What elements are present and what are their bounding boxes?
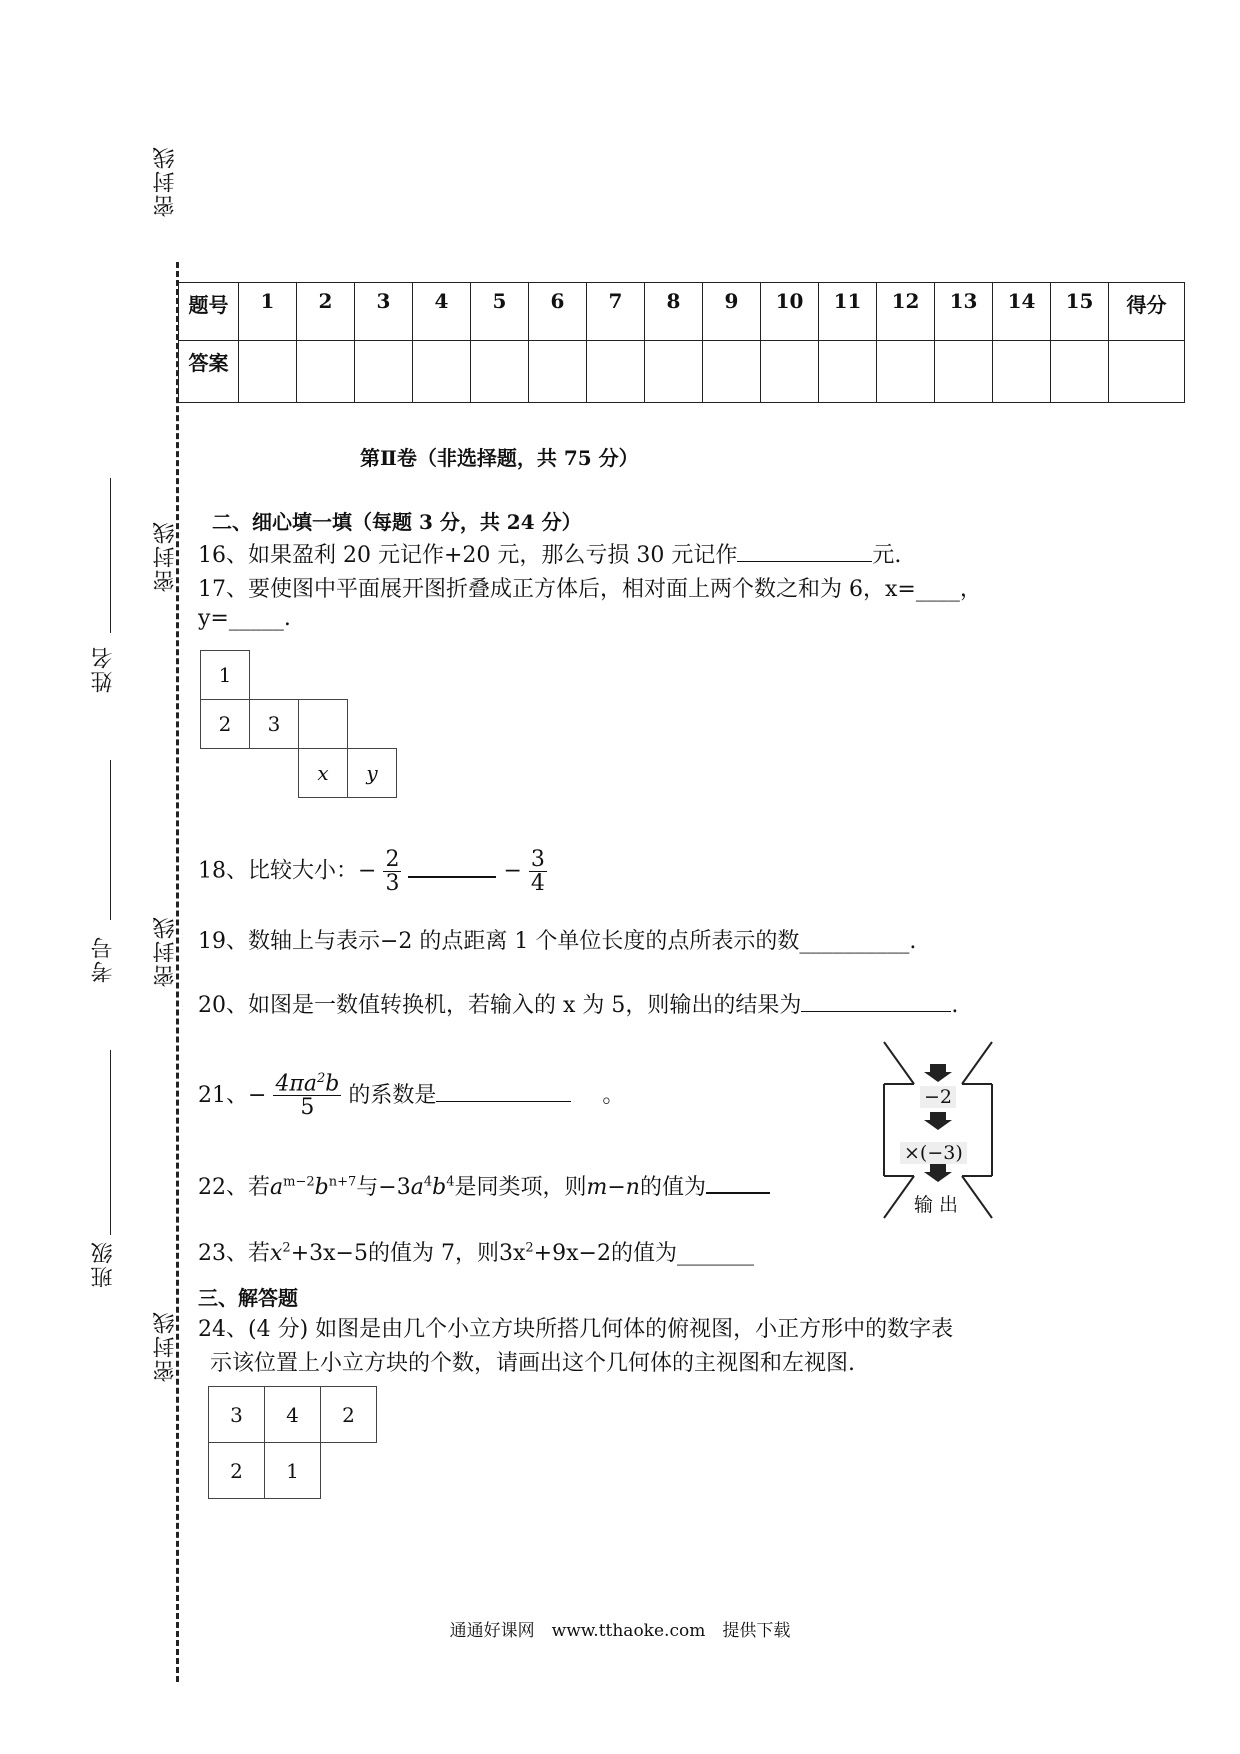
question-17-line-2: y=_____. [198, 606, 291, 631]
seal-line-label-4: 密封线 [153, 1310, 178, 1382]
question-20-tail: . [951, 993, 959, 1018]
question-20 [198, 988, 958, 1019]
question-number: 6 [529, 283, 587, 341]
q22-e1: m−2 [283, 1174, 315, 1190]
question-number: 13 [935, 283, 993, 341]
q23-end: 的值为_______ [610, 1241, 754, 1266]
score-cell[interactable] [1109, 341, 1185, 403]
question-number: 15 [1051, 283, 1109, 341]
machine-op-times-neg-3: ×(−3) [900, 1142, 967, 1164]
machine-op-minus-2: −2 [920, 1086, 956, 1108]
q23-mid1: +3x−5 [290, 1241, 368, 1266]
fraction-21-num-exp: 2 [317, 1071, 326, 1086]
cube-net-cell-x: x [298, 748, 348, 798]
q23-c: 3x [498, 1241, 526, 1266]
machine-output-label: 输 出 [914, 1194, 959, 1216]
answer-cell[interactable] [355, 341, 413, 403]
question-22-blank[interactable] [706, 1191, 770, 1194]
top-view-cell: 4 [264, 1386, 321, 1443]
question-23 [198, 1236, 754, 1267]
answer-cell[interactable] [297, 341, 355, 403]
q22-b1: b [314, 1175, 329, 1200]
question-20-blank[interactable] [801, 1010, 951, 1012]
fraction-21-numerator [273, 1072, 341, 1096]
cube-net-cell: 3 [249, 699, 299, 749]
fraction-1-denominator: 3 [385, 871, 400, 897]
question-number-header: 题号 [179, 283, 239, 341]
question-number: 11 [819, 283, 877, 341]
section-2-title: 第Ⅱ卷（非选择题，共 75 分） [360, 446, 639, 470]
question-19: 19、数轴上与表示−2 的点距离 1 个单位长度的点所表示的数__________. [198, 929, 917, 954]
cube-net-cell: 1 [200, 650, 250, 700]
id-label: 考号 [91, 935, 116, 983]
fraction-21 [273, 1072, 341, 1120]
question-number: 7 [587, 283, 645, 341]
q22-end: 的值为 [639, 1175, 706, 1200]
q22-a1: a [270, 1175, 284, 1200]
answer-cell[interactable] [529, 341, 587, 403]
fraction-1 [383, 848, 401, 895]
q22-e2: n+7 [328, 1174, 357, 1190]
question-number: 1 [239, 283, 297, 341]
top-view-cell: 2 [320, 1386, 377, 1443]
question-18 [198, 848, 547, 895]
answer-cell[interactable] [819, 341, 877, 403]
fraction-2-numerator: 3 [530, 847, 545, 872]
answer-cell[interactable] [703, 341, 761, 403]
name-underline [110, 478, 111, 633]
fraction-2 [529, 848, 547, 895]
top-view-cell: 1 [264, 1442, 321, 1499]
question-22-prefix: 22、若 [198, 1175, 270, 1200]
q23-prefix: 23、若 [198, 1241, 270, 1266]
question-number: 5 [471, 283, 529, 341]
answer-cell[interactable] [471, 341, 529, 403]
seal-line-label-2: 密封线 [153, 520, 178, 592]
question-number: 2 [297, 283, 355, 341]
question-18-prefix: 18、比较大小：− [198, 858, 377, 884]
question-number: 4 [413, 283, 471, 341]
q23-x1: x [270, 1241, 283, 1266]
question-21-blank[interactable] [436, 1100, 571, 1102]
cube-net-cell [298, 699, 348, 749]
answer-cell[interactable] [645, 341, 703, 403]
q23-mid2: 的值为 7，则 [367, 1241, 499, 1266]
fraction-21-denominator: 5 [300, 1095, 315, 1121]
cube-net-cell-y: y [347, 748, 397, 798]
answer-cell[interactable] [413, 341, 471, 403]
question-number: 9 [703, 283, 761, 341]
score-header: 得分 [1109, 283, 1185, 341]
q22-tail: 是同类项，则 [454, 1175, 587, 1200]
id-underline [110, 760, 111, 920]
fraction-21-num-base: 4πa [275, 1071, 318, 1097]
question-number: 8 [645, 283, 703, 341]
class-underline [110, 1050, 111, 1235]
question-20-text: 20、如图是一数值转换机，若输入的 x 为 5，则输出的结果为 [198, 993, 802, 1018]
q22-mid: 与−3 [356, 1175, 411, 1200]
fraction-21-num-tail: b [325, 1071, 340, 1097]
question-18-minus: − [503, 858, 522, 884]
question-21-text: 的系数是 [348, 1082, 437, 1108]
name-label: 姓名 [91, 645, 116, 693]
question-number: 12 [877, 283, 935, 341]
answer-cell[interactable] [587, 341, 645, 403]
q23-e2: 2 [525, 1240, 534, 1256]
question-number: 3 [355, 283, 413, 341]
question-21-prefix: 21、− [198, 1082, 267, 1108]
q22-b2: b [432, 1175, 447, 1200]
q22-e3: 4 [423, 1174, 433, 1190]
answer-cell[interactable] [877, 341, 935, 403]
answer-table [178, 282, 1185, 403]
top-view-cell: 3 [208, 1386, 265, 1443]
question-21 [198, 1072, 624, 1120]
question-21-tail: 。 [602, 1082, 625, 1108]
question-16-text: 16、如果盈利 20 元记作+20 元，那么亏损 30 元记作 [198, 543, 738, 568]
answer-cell[interactable] [761, 341, 819, 403]
question-number: 14 [993, 283, 1051, 341]
q22-e4: 4 [446, 1174, 455, 1190]
question-number: 10 [761, 283, 819, 341]
q23-mid3: +9x−2 [533, 1241, 611, 1266]
class-label: 班级 [91, 1240, 116, 1288]
fraction-2-denominator: 4 [530, 871, 545, 897]
cube-net-cell: 2 [200, 699, 250, 749]
question-22 [198, 1170, 770, 1201]
answer-cell[interactable] [239, 341, 297, 403]
seal-line-label-3: 密封线 [153, 915, 178, 987]
seal-line-label-top: 密封线 [153, 145, 178, 217]
fraction-1-numerator: 2 [385, 847, 400, 872]
question-24-line-2: 示该位置上小立方块的个数，请画出这个几何体的主视图和左视图. [210, 1351, 855, 1376]
part-3-heading: 三、解答题 [198, 1286, 298, 1310]
question-16 [198, 538, 901, 569]
answer-cell[interactable] [993, 341, 1051, 403]
question-18-blank[interactable] [408, 875, 496, 878]
part-2-heading: 二、细心填一填（每题 3 分，共 24 分） [212, 510, 582, 534]
answer-cell[interactable] [1051, 341, 1109, 403]
answer-cell[interactable] [935, 341, 993, 403]
converter-machine [878, 1040, 998, 1220]
top-view-cell: 2 [208, 1442, 265, 1499]
q23-e1: 2 [282, 1240, 291, 1256]
q22-a2: a [410, 1175, 424, 1200]
question-16-blank[interactable] [737, 560, 872, 562]
question-16-tail: 元. [872, 543, 902, 568]
question-17-line-1: 17、要使图中平面展开图折叠成正方体后，相对面上两个数之和为 6，x=____， [198, 577, 982, 602]
q22-mn: m−n [586, 1175, 640, 1200]
answer-header: 答案 [179, 341, 239, 403]
footer-credit: 通通好课网 www.tthaoke.com 提供下载 [449, 1621, 791, 1641]
question-24-line-1: 24、(4 分) 如图是由几个小立方块所搭几何体的俯视图，小正方形中的数字表 [198, 1317, 954, 1342]
